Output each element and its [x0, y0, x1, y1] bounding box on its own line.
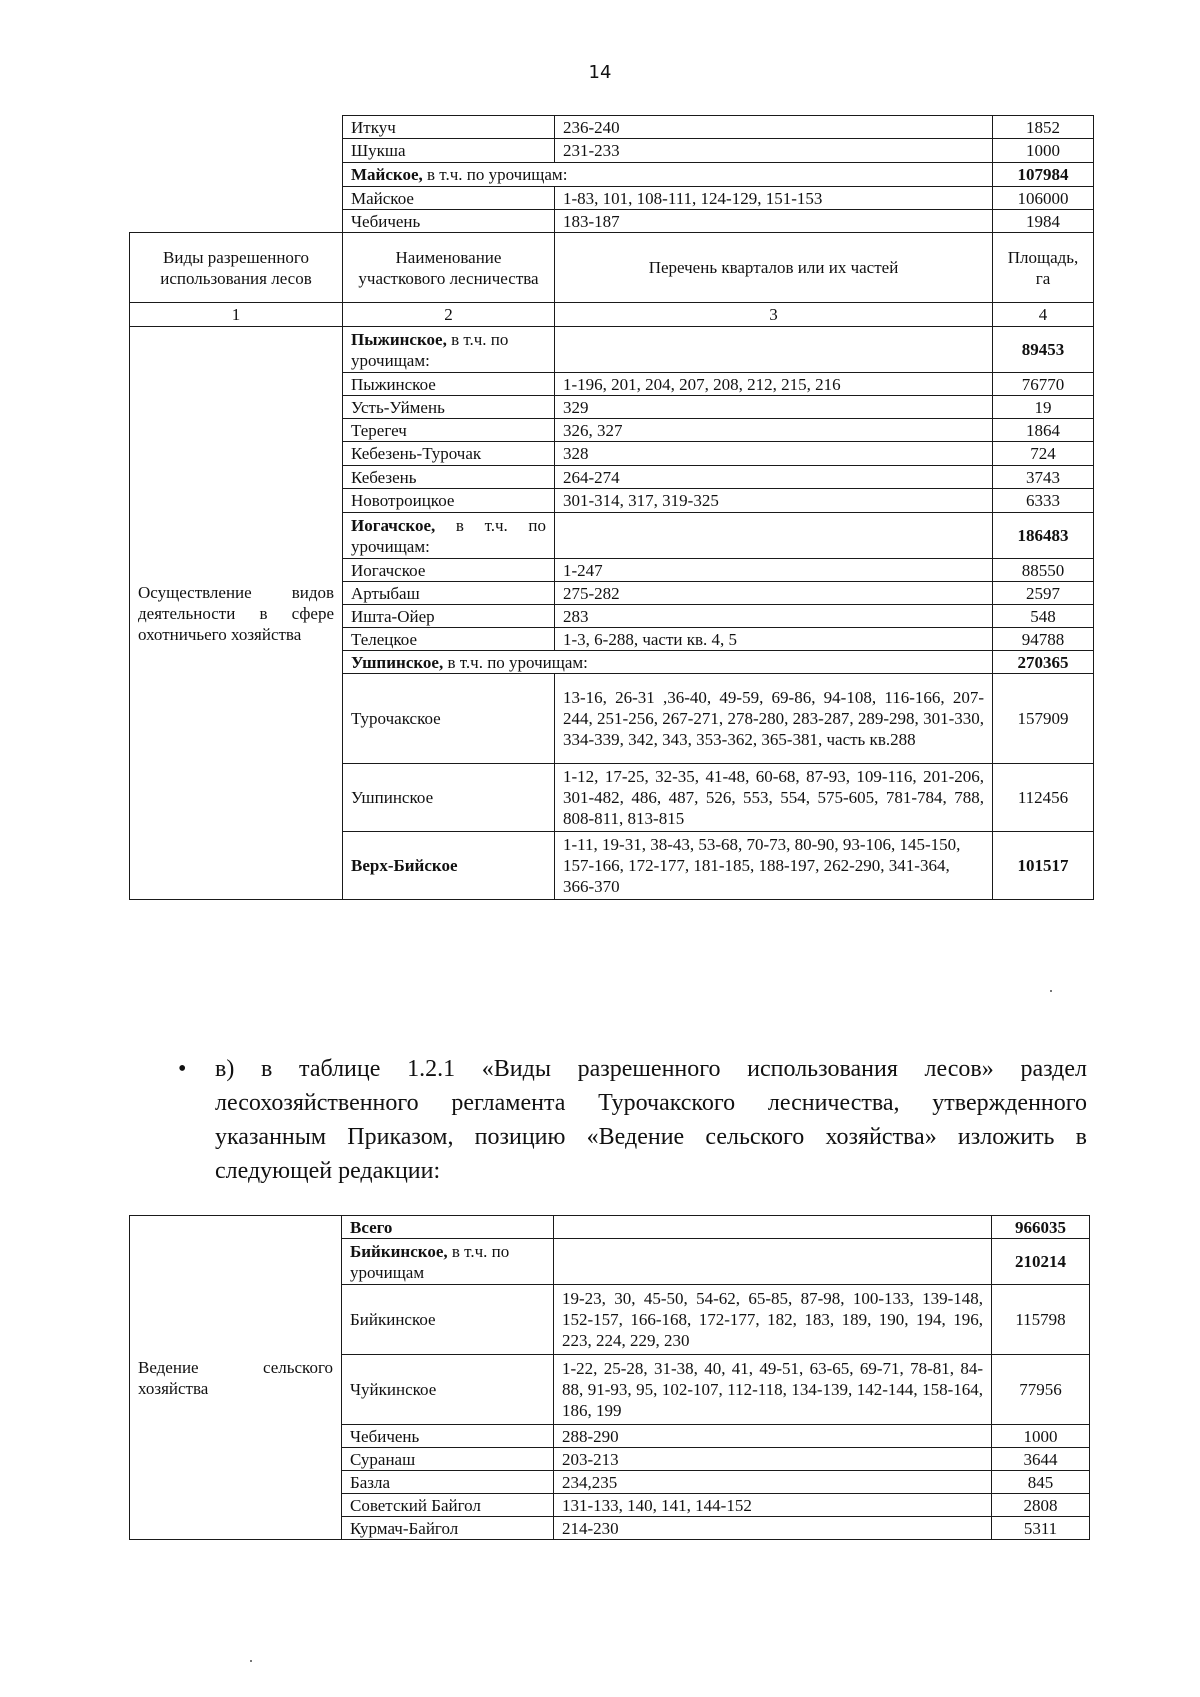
forestry-name: Шукша — [343, 139, 555, 163]
quarters-list: 1-83, 101, 108-111, 124-129, 151-153 — [555, 187, 993, 210]
forestry-name: Пыжинское — [343, 373, 555, 396]
area-value: 2597 — [993, 582, 1094, 605]
header-forestry: Наименование участкового лесничества — [343, 233, 555, 303]
area-value: 76770 — [993, 373, 1094, 396]
column-number: 1 — [130, 303, 343, 327]
area-value: 724 — [993, 442, 1094, 466]
area-value: 548 — [993, 605, 1094, 628]
forestry-name: Турочакское — [343, 674, 555, 764]
area-value: 157909 — [993, 674, 1094, 764]
quarters-list: 236-240 — [555, 116, 993, 139]
area-total: 89453 — [993, 327, 1094, 373]
column-number: 2 — [343, 303, 555, 327]
table-row — [130, 116, 1094, 139]
scan-speck — [1050, 990, 1052, 992]
area-value: 1000 — [993, 139, 1094, 163]
forestry-group-name: Иогачское, — [351, 515, 436, 535]
quarters-list: 234,235 — [554, 1471, 992, 1494]
header-area: Площадь, га — [993, 233, 1094, 303]
quarters-list: 1-12, 17-25, 32-35, 41-48, 60-68, 87-93, 109-116, 201-206, 301-482, 486, 487, 526, 553, 554, 575-605, 781-784, 788, 808-811, 813-815 — [555, 764, 993, 832]
forestry-name: Ушпинское — [343, 764, 555, 832]
bullet-marker: • — [178, 1056, 187, 1082]
area-value: 106000 — [993, 187, 1094, 210]
area-value: 112456 — [993, 764, 1094, 832]
quarters-list: 275-282 — [555, 582, 993, 605]
empty-cell — [555, 327, 993, 373]
forestry-name: Терегеч — [343, 419, 555, 442]
total-label: Всего — [342, 1216, 554, 1239]
forestry-group-header — [343, 327, 555, 373]
forestry-group-header — [343, 163, 993, 187]
forestry-group-header — [342, 1239, 554, 1285]
quarters-list: 326, 327 — [555, 419, 993, 442]
forestry-group-suffix: в т.ч. по урочищам: — [351, 515, 546, 556]
empty-cell — [554, 1216, 992, 1239]
forestry-name: Артыбаш — [343, 582, 555, 605]
area-value: 88550 — [993, 559, 1094, 582]
forestry-name: Чуйкинское — [342, 1355, 554, 1425]
forestry-group-suffix: в т.ч. по урочищам: — [422, 165, 568, 184]
forestry-name: Базла — [342, 1471, 554, 1494]
scan-speck — [250, 1660, 252, 1662]
quarters-list: 1-3, 6-288, части кв. 4, 5 — [555, 628, 993, 651]
forestry-group-name: Ушпинское, — [351, 652, 444, 672]
forestry-name: Кебезень-Турочак — [343, 442, 555, 466]
area-value: 1852 — [993, 116, 1094, 139]
forestry-group-name: Бийкинское, — [350, 1241, 448, 1261]
area-value: 845 — [992, 1471, 1090, 1494]
area-total: 966035 — [992, 1216, 1090, 1239]
forestry-name: Иткуч — [343, 116, 555, 139]
forestry-group-suffix: в т.ч. по урочищам: — [351, 329, 509, 370]
area-total: 210214 — [992, 1239, 1090, 1285]
empty-cell — [554, 1239, 992, 1285]
forestry-name: Усть-Уймень — [343, 396, 555, 419]
area-value: 94788 — [993, 628, 1094, 651]
table-row — [130, 327, 1094, 373]
forestry-name: Верх-Бийское — [343, 832, 555, 900]
area-value: 1984 — [993, 210, 1094, 233]
area-value: 3644 — [992, 1448, 1090, 1471]
forestry-name: Телецкое — [343, 628, 555, 651]
forest-use-table-agriculture — [129, 1215, 1090, 1540]
forestry-group-header — [343, 651, 993, 674]
forestry-group-header — [343, 513, 555, 559]
area-value: 3743 — [993, 466, 1094, 489]
quarters-list: 13-16, 26-31 ,36-40, 49-59, 69-86, 94-108, 116-166, 207-244, 251-256, 267-271, 278-280, 283-287, 289-298, 301-330, 334-339, 342, 343, 353-362, 365-381, часть кв.288 — [555, 674, 993, 764]
quarters-list: 131-133, 140, 141, 144-152 — [554, 1494, 992, 1517]
area-value: 115798 — [992, 1285, 1090, 1355]
header-quarters: Перечень кварталов или их частей — [555, 233, 993, 303]
quarters-list: 283 — [555, 605, 993, 628]
quarters-list: 1-196, 201, 204, 207, 208, 212, 215, 216 — [555, 373, 993, 396]
column-number-row — [130, 303, 1094, 327]
table-header-row — [130, 233, 1094, 303]
area-total: 270365 — [993, 651, 1094, 674]
forestry-group-name: Майское, — [351, 165, 423, 184]
forestry-group-name: Пыжинское, — [351, 329, 447, 349]
forestry-name: Курмач-Байгол — [342, 1517, 554, 1540]
activity-type: Ведение сельского хозяйства — [130, 1216, 342, 1540]
column-number: 4 — [993, 303, 1094, 327]
forestry-group-suffix: в т.ч. по урочищам — [350, 1241, 510, 1282]
quarters-list: 183-187 — [555, 210, 993, 233]
forestry-name: Иогачское — [343, 559, 555, 582]
empty-cell — [130, 116, 343, 233]
forestry-name: Кебезень — [343, 466, 555, 489]
quarters-list: 264-274 — [555, 466, 993, 489]
forestry-name: Новотроицкое — [343, 489, 555, 513]
area-value: 1000 — [992, 1425, 1090, 1448]
quarters-list: 231-233 — [555, 139, 993, 163]
column-number: 3 — [555, 303, 993, 327]
forestry-name: Суранаш — [342, 1448, 554, 1471]
area-value: 2808 — [992, 1494, 1090, 1517]
quarters-list: 328 — [555, 442, 993, 466]
quarters-list: 301-314, 317, 319-325 — [555, 489, 993, 513]
quarters-list: 329 — [555, 396, 993, 419]
forestry-name: Чебичень — [342, 1425, 554, 1448]
forest-use-table-hunting — [129, 115, 1094, 900]
header-use-type: Виды разрешенного использования лесов — [130, 233, 343, 303]
quarters-list: 288-290 — [554, 1425, 992, 1448]
quarters-list: 214-230 — [554, 1517, 992, 1540]
area-value: 1864 — [993, 419, 1094, 442]
area-value: 5311 — [992, 1517, 1090, 1540]
empty-cell — [555, 513, 993, 559]
quarters-list: 1-11, 19-31, 38-43, 53-68, 70-73, 80-90, 93-106, 145-150, 157-166, 172-177, 181-185, 188-197, 262-290, 341-364, 366-370 — [555, 832, 993, 900]
forestry-name: Советский Байгол — [342, 1494, 554, 1517]
quarters-list: 1-247 — [555, 559, 993, 582]
area-value: 77956 — [992, 1355, 1090, 1425]
area-total: 107984 — [993, 163, 1094, 187]
forestry-name: Бийкинское — [342, 1285, 554, 1355]
forestry-name: Майское — [343, 187, 555, 210]
area-total: 101517 — [993, 832, 1094, 900]
forestry-name: Ишта-Ойер — [343, 605, 555, 628]
table-row — [130, 1216, 1090, 1239]
forestry-name: Чебичень — [343, 210, 555, 233]
quarters-list: 203-213 — [554, 1448, 992, 1471]
quarters-list: 1-22, 25-28, 31-38, 40, 41, 49-51, 63-65, 69-71, 78-81, 84-88, 91-93, 95, 102-107, 112-118, 134-139, 142-144, 158-164, 186, 199 — [554, 1355, 992, 1425]
quarters-list: 19-23, 30, 45-50, 54-62, 65-85, 87-98, 100-133, 139-148, 152-157, 166-168, 172-177, 182, 183, 189, 190, 194, 196, 223, 224, 229, 230 — [554, 1285, 992, 1355]
page-number: 14 — [588, 62, 612, 83]
area-value: 19 — [993, 396, 1094, 419]
activity-type: Осуществление видов деятельности в сфере охотничьего хозяйства — [130, 327, 343, 900]
amendment-paragraph: в) в таблице 1.2.1 «Виды разрешенного использования лесов» раздел лесохозяйственного регламента Турочакского лесничества, утвержденного указанным Приказом, позицию «Ведение сельского хозяйства» изложить в следующей редакции: — [215, 1056, 1087, 1184]
area-total: 186483 — [993, 513, 1094, 559]
area-value: 6333 — [993, 489, 1094, 513]
forestry-group-suffix: в т.ч. по урочищам: — [443, 652, 588, 672]
